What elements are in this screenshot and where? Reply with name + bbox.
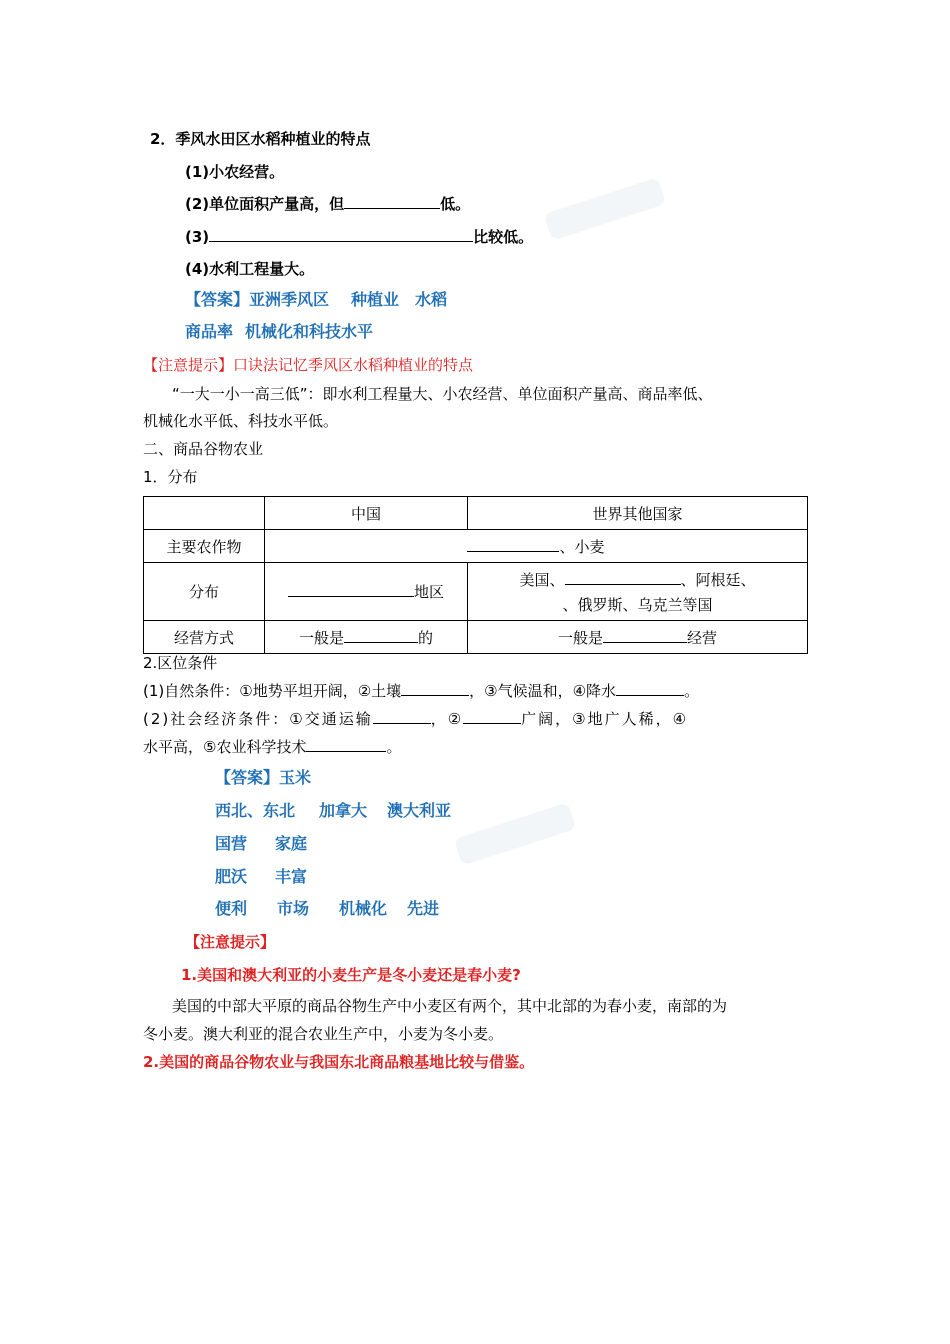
blank — [603, 628, 687, 643]
tip-paragraph: 冬小麦。澳大利亚的混合农业生产中，小麦为冬小麦。 — [143, 1025, 504, 1043]
col-header: 世界其他国家 — [468, 497, 808, 530]
item-1: (1)小农经营。 — [185, 163, 285, 181]
tip-paragraph: 机械化水平低、科技水平低。 — [143, 412, 339, 430]
row-label: 经营方式 — [144, 621, 265, 654]
section-title: 2．季风水田区水稻种植业的特点 — [150, 130, 371, 148]
table-corner — [144, 497, 265, 530]
answer-line-5: 便利 市场 机械化 先进 — [215, 899, 440, 918]
table-cell: 一般是 的 — [265, 621, 468, 654]
tip-title: 【注意提示】口诀法记忆季风区水稻种植业的特点 — [143, 356, 474, 374]
answer-line-2: 西北、东北 加拿大 澳大利亚 — [215, 801, 452, 820]
tip-paragraph: 美国的中部大平原的商品谷物生产中小麦区有两个，其中北部的为春小麦，南部的为 — [172, 997, 728, 1015]
tip-question: 1.美国和澳大利亚的小麦生产是冬小麦还是春小麦? — [181, 966, 521, 984]
table-cell: 、小麦 — [265, 530, 808, 563]
item-4: (4)水利工程量大。 — [185, 260, 315, 278]
col-header: 中国 — [265, 497, 468, 530]
subheading: 2.区位条件 — [143, 654, 218, 672]
condition-social: (2)社会经济条件：①交通运输 ，② 广阔，③地广人稀，④ — [143, 710, 689, 728]
subheading: 1．分布 — [143, 468, 198, 486]
table-cell: 地区 — [265, 563, 468, 621]
answer-line-1: 【答案】玉米 — [215, 768, 312, 787]
answer-line-2: 商品率 机械化和科技水平 — [185, 322, 374, 341]
section-heading: 二、商品谷物农业 — [143, 440, 264, 458]
watermark-logo — [454, 802, 577, 866]
blank — [401, 681, 469, 696]
blank — [373, 709, 431, 724]
answer-line-1: 【答案】亚洲季风区 种植业 水稻 — [185, 290, 448, 309]
row-label: 主要农作物 — [144, 530, 265, 563]
table-cell: 一般是 经营 — [468, 621, 808, 654]
blank — [209, 227, 473, 242]
blank — [344, 194, 440, 209]
blank — [565, 570, 681, 585]
tip-label: 【注意提示】 — [185, 933, 276, 951]
blank — [344, 628, 418, 643]
condition-natural: (1)自然条件：①地势平坦开阔，②土壤 ，③气候温和，④降水 。 — [143, 682, 700, 700]
watermark-logo — [544, 177, 667, 241]
tip-paragraph: “一大一小一高三低”：即水利工程量大、小农经营、单位面积产量高、商品率低、 — [172, 385, 713, 403]
row-label: 分布 — [144, 563, 265, 621]
item-2: (2)单位面积产量高，但 低。 — [185, 195, 471, 213]
table-cell: 美国、 、阿根廷、 、俄罗斯、乌克兰等国 — [468, 563, 808, 621]
condition-social-cont: 水平高，⑤农业科学技术 。 — [143, 738, 402, 756]
item-3: (3) 比较低。 — [185, 228, 534, 246]
tip-question: 2.美国的商品谷物农业与我国东北商品粮基地比较与借鉴。 — [143, 1053, 535, 1071]
answer-line-4: 肥沃 丰富 — [215, 867, 308, 886]
blank — [463, 709, 521, 724]
answer-line-3: 国营 家庭 — [215, 834, 308, 853]
blank — [616, 681, 684, 696]
blank — [467, 537, 559, 552]
blank — [288, 582, 414, 597]
distribution-table — [143, 496, 808, 654]
blank — [306, 737, 386, 752]
